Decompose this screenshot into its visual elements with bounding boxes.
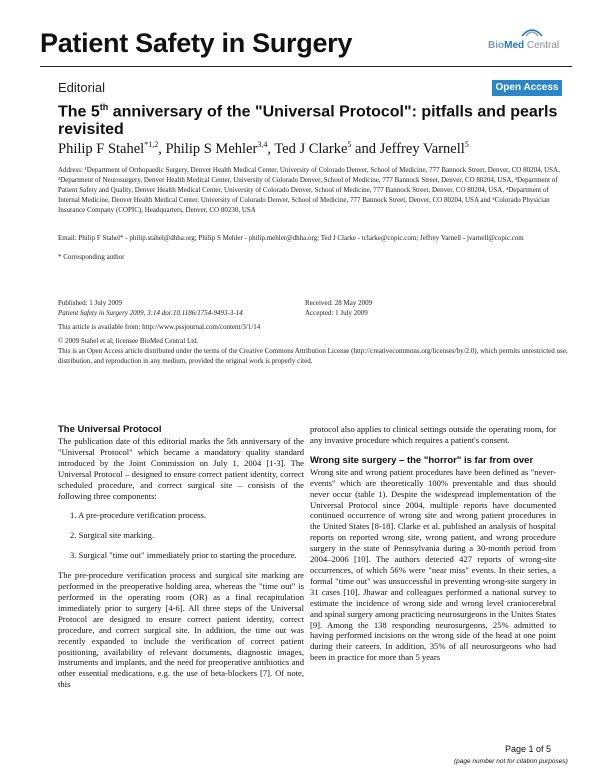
publication-info <box>58 298 298 318</box>
author-name: Jeffrey Varnell <box>379 140 465 157</box>
author-name: Philip S Mehler <box>165 140 258 157</box>
open-access-badge: Open Access <box>492 80 562 96</box>
title-part: The 5 <box>58 103 100 121</box>
citation: Patient Safety in Surgery 2009, 3:14 doi:10.1186/1754-9493-3-14 <box>58 309 243 317</box>
author-affiliation: 5 <box>464 140 469 149</box>
publisher-logo <box>488 40 559 51</box>
corresponding-author-note: * Corresponding author <box>58 253 125 261</box>
body-paragraph: Wrong site and wrong patient procedures have been defined as "never-events" which are theoretically 100% preventable and thus should never occur (table 1). Despite the widespread implementation of the Universal Protocol since 2004, multiple reports have documented continued occurrence of wrong site and wrong patient procedures in the United States [8-18]. Clarke et al. published an analysis of hospital reports on reported wrong site, wrong patient, and wrong procedure surgery in the state of Pennsylvania during a 30-month period from 2004–2006 [10]. The authors detected 427 reports of wrong-site occurrences, of which 56% were "near miss" events. In their series, a formal "time out" was unsuccessful in preventing wrong-site surgery in 31 cases [10]. Jhawar and colleagues performed a national survey to estimate the incidence of wrong side and wrong level craniocerebral and spinal surgery among practicing neurosurgeons in the Unites States [9]. Among the 138 responding neurosurgeons, 25% admitted to having performed incisions on the wrong side of the head at one point during their careers. In addition, 35% of all neurosurgeons who had been in practice for more than 5 years <box>310 466 556 663</box>
author-affiliation: 5 <box>347 140 352 149</box>
author-emails: Email: Philip F Stahel* - philip.stahel@dhha.org; Philip S Mehler - philip.mehler@dhha.org; Ted J Clarke - tclarke@copic.com; Jeffrey Varnell - jvarnell@copic.com <box>58 234 524 242</box>
article-type: Editorial <box>58 80 105 95</box>
header-divider <box>40 66 572 67</box>
publisher-logo-part: Central <box>524 40 560 51</box>
list-item: 2. Surgical site marking. <box>70 530 155 541</box>
received-accepted <box>305 298 505 318</box>
published-date: Published: 1 July 2009 <box>58 299 122 307</box>
author-affiliation: *1,2 <box>144 140 159 149</box>
publisher-arc-icon <box>520 24 544 38</box>
body-column-left <box>58 424 304 699</box>
affiliations: Address: ¹Department of Orthopaedic Surgery, Denver Health Medical Center, University of Colorado Denver, School of Medicine, 777 Bannock Street, Denver, CO 80204, USA, ²Department of Neurosurgery, Denver Health Medical Center, University of Colorado Denver, School of Medicine, 777 Bannock Street, Denver, CO 80204, USA, ³Department of Patient Safety and Quality, Denver Health Medical Center, University of Colorado Denver, School of Medicine, 777 Bannock Street, Denver, CO 80204, USA, ⁴Department of Internal Medicine, Denver Health Medical Center, University of Colorado Denver, School of Medicine, 777 Bannock Street, Denver, CO 80204, USA and ⁵Colorado Physician Insurance Company (COPIC), Headquarters, Denver, CO 80230, USA <box>58 166 560 214</box>
body-paragraph: protocol also applies to clinical settings outside the operating room, for any invasive procedure which requires a patient's consent. <box>310 424 556 445</box>
list-item: 1. A pre-procedure verification process. <box>70 510 207 521</box>
title-superscript: th <box>99 102 109 112</box>
body-paragraph: The pre-procedure verification process and surgical site marking are performed in the preoperative holding area, whereas the "time out" is performed in the operating room (OR) as a final recapitulation immediately prior to surgery [4-6]. All three steps of the Universal Protocol are designed to ensure correct patient identity, correct procedure, and correct surgical site. In addition, the time out was recently expanded to include the verification of correct patient positioning, availability of relevant documents, diagnostic images, instruments and implants, and the need for preoperative antibiotics and other essential medications, e.g. the use of beta-blockers [7]. Of note, this <box>58 570 304 690</box>
copyright: © 2009 Stahel et al; licensee BioMed Central Ltd. <box>58 337 199 345</box>
numbered-list <box>58 510 304 561</box>
license-statement: This is an Open Access article distributed under the terms of the Creative Commons Attribution License (http://creativecommons.org/licenses/by/2.0), which permits unrestricted use, distribution, and reproduction in any medium, provided the original work is properly cited. <box>58 347 568 365</box>
publisher-logo-part: Med <box>504 40 525 51</box>
article-title <box>58 98 568 139</box>
page-number: Page 1 of 5 <box>505 744 552 754</box>
author-name: Philip F Stahel <box>58 140 145 157</box>
list-item: 3. Surgical "time out" immediately prior to starting the procedure. <box>70 550 297 561</box>
journal-title: Patient Safety in Surgery <box>40 28 353 58</box>
publisher-logo-part: Bio <box>488 40 505 51</box>
article-url[interactable]: This article is available from: http://www.pssjournal.com/content/3/1/14 <box>58 323 261 331</box>
author-affiliation: 3,4 <box>257 140 268 149</box>
section-heading: Wrong site surgery – the "horror" is far from over <box>310 454 534 466</box>
section-heading: The Universal Protocol <box>58 424 162 435</box>
received-date: Received: 28 May 2009 <box>305 299 373 307</box>
author-list: Philip F Stahel$^{*1,2}$, Philip S Mehler$^{3,4}$, Ted J Clarke$^5$ and Jeffrey Varnell$^5$ <box>58 140 469 157</box>
body-column-right <box>310 424 556 672</box>
page-number-note: (page number not for citation purposes) <box>454 758 568 765</box>
body-paragraph: The publication date of this editorial marks the 5th anniversary of the "Universal Protocol" which became a mandatory quality standard introduced by the Joint Commission on July 1, 2004 [1-3]. The Universal Protocol – designed to ensure correct patient identity, correct scheduled procedure, and correct surgical site – consists of the following three components: <box>58 436 304 501</box>
title-part: anniversary of the "Universal Protocol": pitfalls and pearls revisited <box>58 103 558 139</box>
author-name: Ted J Clarke <box>274 140 348 157</box>
accepted-date: Accepted: 1 July 2009 <box>305 309 368 317</box>
